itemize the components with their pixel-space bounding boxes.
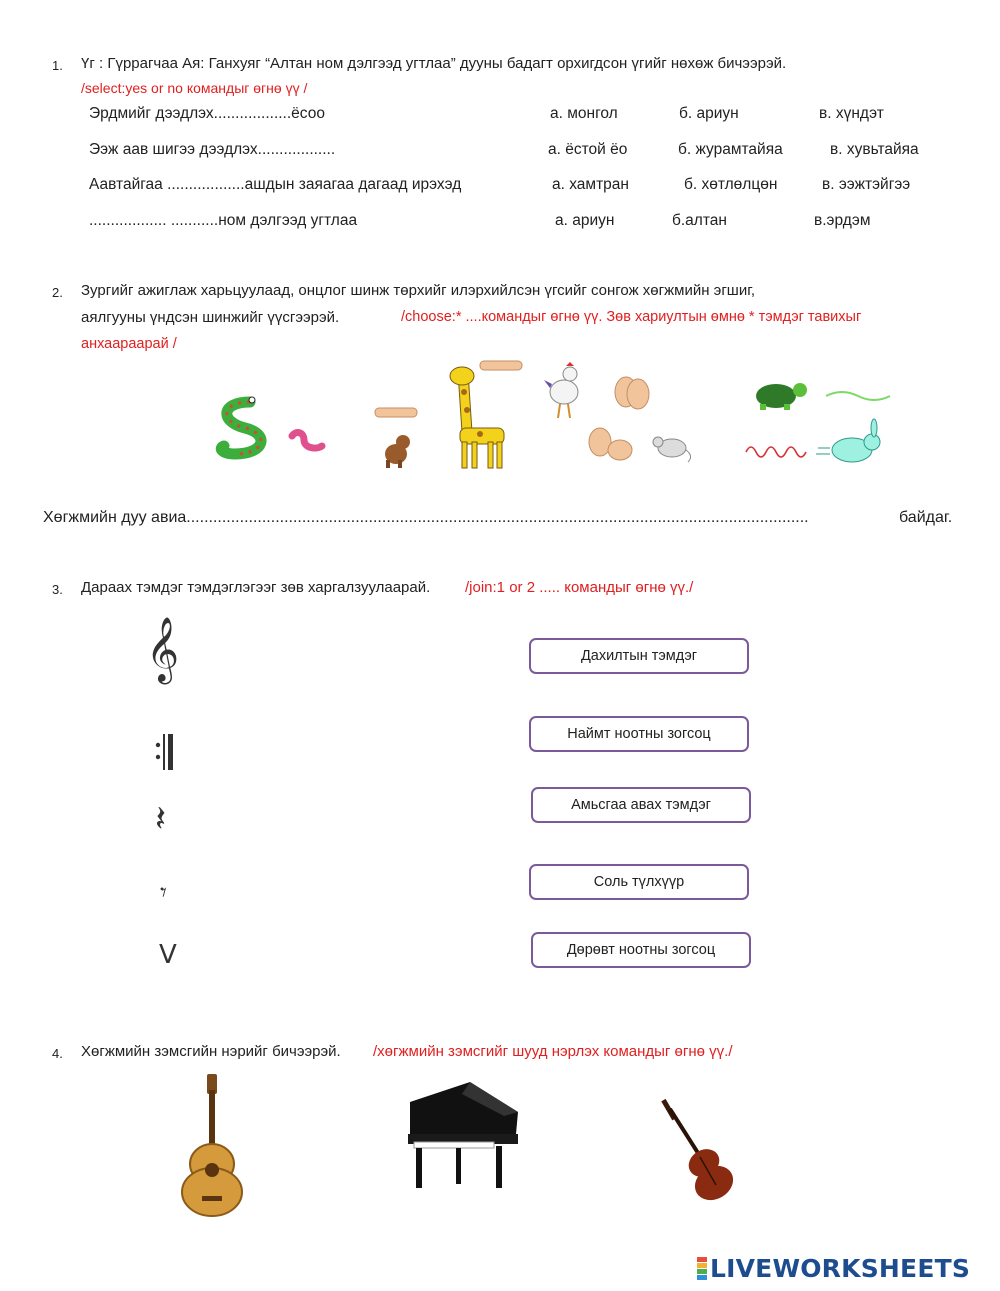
worm-illustration [288,428,326,454]
liveworksheets-logo [697,1254,970,1283]
q1-text: Үг : Гүррагчаа Ая: Ганхуяг “Алтан ном дэлгээд угтлаа” дууны бадагт орхигдсон үгийг нөхөж бичээрэй. [81,55,787,72]
tapping-hands-illustration [584,424,636,464]
q1-option-a: а. ёстой ёо [548,141,628,158]
q1-option-b: б.алтан [672,212,727,229]
q2-text-line1: Зургийг ажиглаж харьцуулаад, онцлог шинж төрхийг илэрхийлсэн үгсийг сонгож хөгжмийн эгшиг, [81,282,756,299]
q1-option-b: б. хөтлөлцөн [684,176,778,193]
match-box-eighth-rest[interactable]: Наймт ноотны зогсоц [529,716,749,752]
slow-wave-illustration [824,388,892,404]
giraffe-illustration [440,362,515,470]
q1-option-a: а. монгол [550,105,618,122]
q2-instruction-line2: анхаараарай / [81,336,177,352]
q2-text-line2: аялгууны үндсэн шинжийг үүсгээрэй. [81,309,340,326]
logo-text: LIVEWORKSHEETS [710,1254,971,1283]
q4-text: Хөгжмийн зэмсгийн нэрийг бичээрэй. [81,1043,341,1060]
snake-illustration [210,392,272,462]
q2-fill-in-line[interactable]: Хөгжмийн дуу авиа............................................................................................................................................ [43,509,809,526]
grand-piano-icon[interactable] [400,1072,522,1194]
match-box-repeat-sign[interactable]: Дахилтын тэмдэг [529,638,749,674]
q1-number: 1. [52,58,63,73]
q1-option-c: в. ээжтэйгээ [822,176,911,193]
high-hand-illustration [478,358,526,372]
low-hand-illustration [373,405,421,419]
rabbit-illustration [814,420,890,468]
q3-number: 3. [52,582,63,597]
logo-mark-icon [697,1257,707,1280]
q4-number: 4. [52,1046,63,1061]
q1-sentence: Ээж аав шигээ дээдлэх.................. [89,141,336,158]
q1-option-a: а. ариун [555,212,615,229]
rooster-illustration [542,360,588,422]
clapping-hands-illustration [610,372,654,412]
q1-sentence: Эрдмийг дээдлэх..................ёсоо [89,105,325,122]
q1-option-c: в. хүндэт [819,105,884,122]
match-box-breath-mark[interactable]: Амьсгаа авах тэмдэг [531,787,751,823]
treble-clef-icon[interactable]: 𝄞 [146,617,180,682]
q1-sentence: .................. ...........ном дэлгээд угтлаа [89,212,358,229]
q1-instruction: /select:yes or no командыг өгнө үү / [81,80,308,96]
quarter-rest-icon[interactable]: 𝄽 [155,799,167,840]
q1-option-c: в.эрдэм [814,212,871,229]
q3-text: Дараах тэмдэг тэмдэглэгээг зөв харгалзуулаарай. [81,579,431,596]
q1-sentence: Аавтайгаа ..................ашдын заяагаа дагаад ирэхэд [89,176,462,193]
repeat-sign-icon[interactable] [154,732,178,772]
guitar-icon[interactable] [178,1072,246,1218]
q3-instruction: /join:1 or 2 ..... командыг өгнө үү./ [465,579,694,596]
q4-instruction: /хөгжмийн зэмсгийг шууд нэрлэх командыг өгнө үү./ [373,1043,733,1060]
violin-icon[interactable] [656,1093,736,1205]
match-box-quarter-rest[interactable]: Дөрөвт ноотны зогсоц [531,932,751,968]
q1-option-c: в. хувьтайяа [830,141,919,158]
q1-option-b: б. ариун [679,105,739,122]
match-box-treble-clef[interactable]: Соль түлхүүр [529,864,749,900]
mouse-illustration [648,428,698,464]
dog-illustration [376,432,412,468]
q2-instruction-line1: /choose:* ....командыг өгнө үү. Зөв хариултын өмнө * тэмдэг тавихыг [401,309,862,325]
breath-mark-icon[interactable]: V [159,940,177,970]
q1-option-b: б. журамтайяа [678,141,783,158]
fast-wave-illustration [744,440,808,462]
q2-fill-in-end: байдаг. [899,509,953,526]
q1-option-a: а. хамтран [552,176,629,193]
eighth-rest-icon[interactable]: 𝄾 [160,878,167,908]
turtle-illustration [748,378,810,412]
q2-number: 2. [52,285,63,300]
